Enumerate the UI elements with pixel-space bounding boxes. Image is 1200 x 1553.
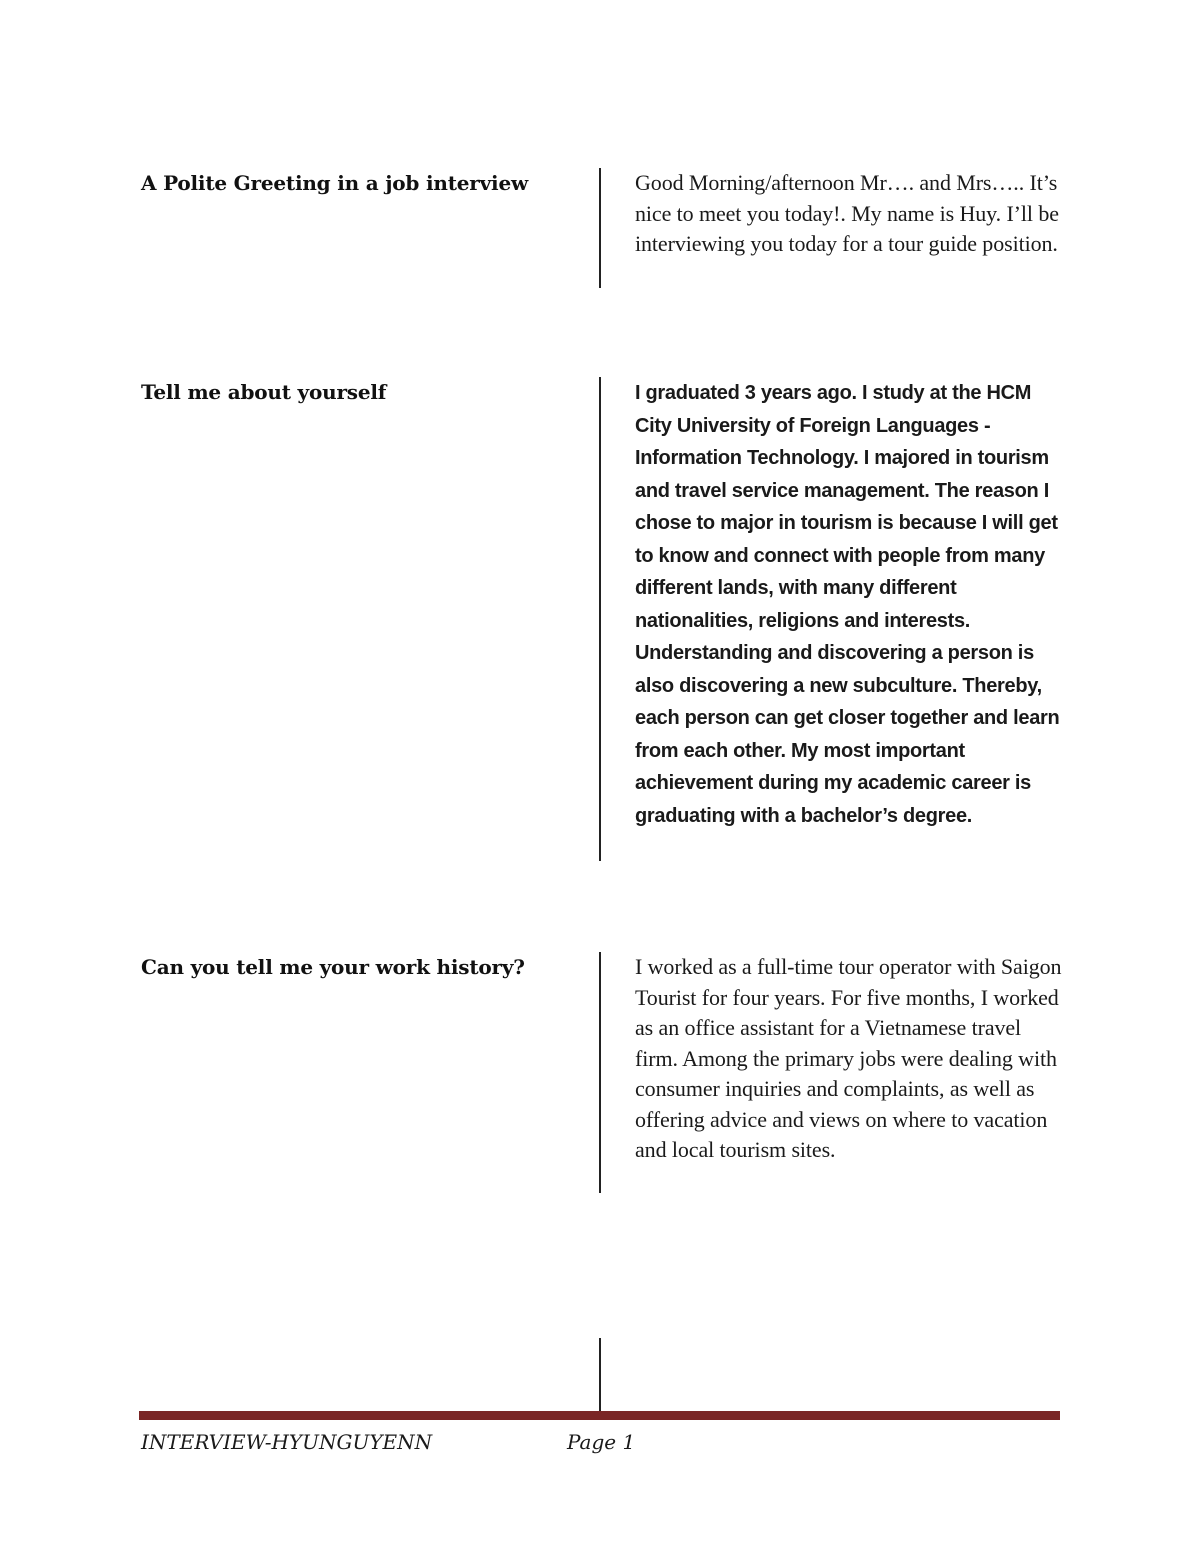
- footer-document-title: INTERVIEW-HYUNGUYENN: [141, 1430, 433, 1454]
- question-about-yourself: Tell me about yourself: [141, 380, 387, 404]
- answer-work-history: I worked as a full-time tour operator with Saigon Tourist for four years. For five months, I worked as an office assistant for a Vietnamese travel firm. Among the primary jobs were dealing with consumer inquiries and complaints, as well as offering advice and views on where to vacation and local tourism sites.: [635, 954, 1062, 1162]
- column-divider: [599, 377, 601, 861]
- answer-greeting: Good Morning/afternoon Mr…. and Mrs….. It’s nice to meet you today!. My name is Huy. I’ll be interviewing you today for a tour guide position.: [635, 170, 1059, 256]
- column-divider: [599, 952, 601, 1193]
- column-divider: [599, 168, 601, 288]
- footer-rule: [139, 1411, 1060, 1420]
- question-greeting: A Polite Greeting in a job interview: [141, 171, 528, 195]
- answer-about-yourself: I graduated 3 years ago. I study at the HCM City University of Foreign Languages - Information Technology. I majored in tourism and travel service management. The reason I chose to major in tourism is because I will get to know and connect with people from many different lands, with many different nationalities, religions and interests. Understanding and discovering a person is also discovering a new subculture. Thereby, each person can get closer together and learn from each other. My most important achievement during my academic career is graduating with a bachelor’s degree.: [635, 382, 1060, 827]
- column-divider: [599, 1338, 601, 1412]
- footer-page-number: Page 1: [567, 1430, 636, 1454]
- question-work-history: Can you tell me your work history?: [141, 955, 525, 979]
